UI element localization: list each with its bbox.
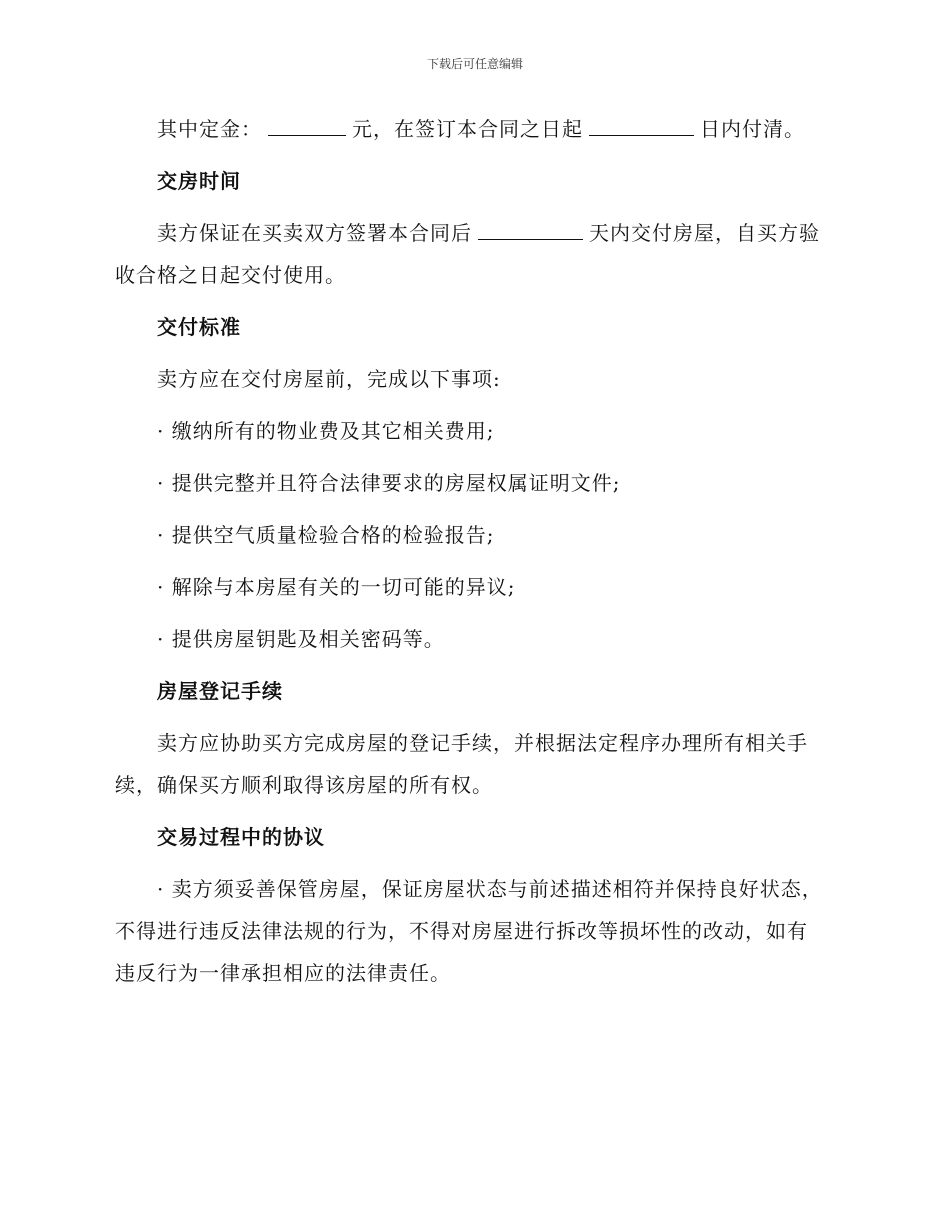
page-header-note: 下载后可任意编辑 <box>426 57 523 71</box>
deposit-paragraph <box>115 108 827 150</box>
deposit-amount-blank[interactable] <box>268 111 346 136</box>
document-body <box>115 108 827 1004</box>
delivery-item-3: · 提供空气质量检验合格的检验报告; <box>157 523 495 547</box>
delivery-item-2: · 提供完整并且符合法律要求的房屋权属证明文件; <box>157 471 621 495</box>
heading-handover-time: 交房时间 <box>157 169 241 193</box>
deposit-days-blank[interactable] <box>589 111 694 136</box>
deposit-prefix: 其中定金： <box>157 117 262 141</box>
agreement-paragraph: · 卖方须妥善保管房屋，保证房屋状态与前述描述相符并保持良好状态，不得进行违反法律法规的行为，不得对房屋进行拆改等损坏性的改动，如有违反行为一律承担相应的法律责任。 <box>115 877 823 985</box>
delivery-item-5: · 提供房屋钥匙及相关密码等。 <box>157 627 445 651</box>
heading-agreement: 交易过程中的协议 <box>157 825 325 849</box>
deposit-suffix: 日内付清。 <box>700 117 805 141</box>
handover-time-prefix: 卖方保证在买卖双方签署本合同后 <box>157 221 472 245</box>
handover-days-blank[interactable] <box>478 215 583 240</box>
heading-delivery-standard: 交付标准 <box>157 315 241 339</box>
registration-paragraph: 卖方应协助买方完成房屋的登记手续，并根据法定程序办理所有相关手续，确保买方顺利取得该房屋的所有权。 <box>115 731 808 797</box>
delivery-item-4: · 解除与本房屋有关的一切可能的异议; <box>157 575 516 599</box>
handover-time-paragraph <box>115 212 827 296</box>
handover-time-suffix: 天内交付房屋，自买方验收合格之日起交付使用。 <box>115 221 820 287</box>
deposit-middle: 元，在签订本合同之日起 <box>352 117 583 141</box>
delivery-standard-intro: 卖方应在交付房屋前，完成以下事项: <box>157 367 501 391</box>
delivery-item-1: · 缴纳所有的物业费及其它相关费用; <box>157 419 495 443</box>
heading-registration: 房屋登记手续 <box>157 679 283 703</box>
